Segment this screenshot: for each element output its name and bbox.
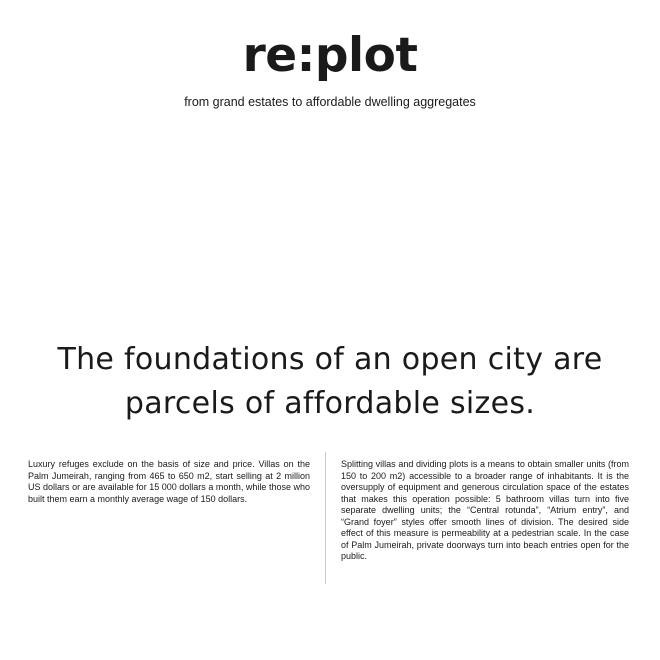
left-column-text: Luxury refuges exclude on the basis of size and price. Villas on the Palm Jumeirah, ranging from 465 to 650 m2, start selling at 2 million US dollars or are available for 15 000 dollars a month, while those who built them earn a monthly average wage of 150 dollars. (28, 459, 310, 504)
column-divider (325, 452, 326, 584)
page-title: re:plot (242, 28, 418, 83)
page-subtitle: from grand estates to affordable dwelling aggregates (184, 95, 476, 109)
headline: The foundations of an open city are parcels of affordable sizes. (57, 342, 603, 421)
right-column-text: Splitting villas and dividing plots is a means to obtain smaller units (from 150 to 200 m2) accessible to a broader range of inhabitants. It is the oversupply of equipment and generous circulation space of the estates that makes this operation possible: 5 bathroom villas turn into five separate dwelling units; the “Central rotunda”, “Atrium entry”, and “Grand foyer” styles offer smooth lines of division. The desired side effect of this measure is permeability at a pedestrian scale. In the case of Palm Jumeirah, private doorways turn into beach entries open for the public. (341, 459, 629, 561)
